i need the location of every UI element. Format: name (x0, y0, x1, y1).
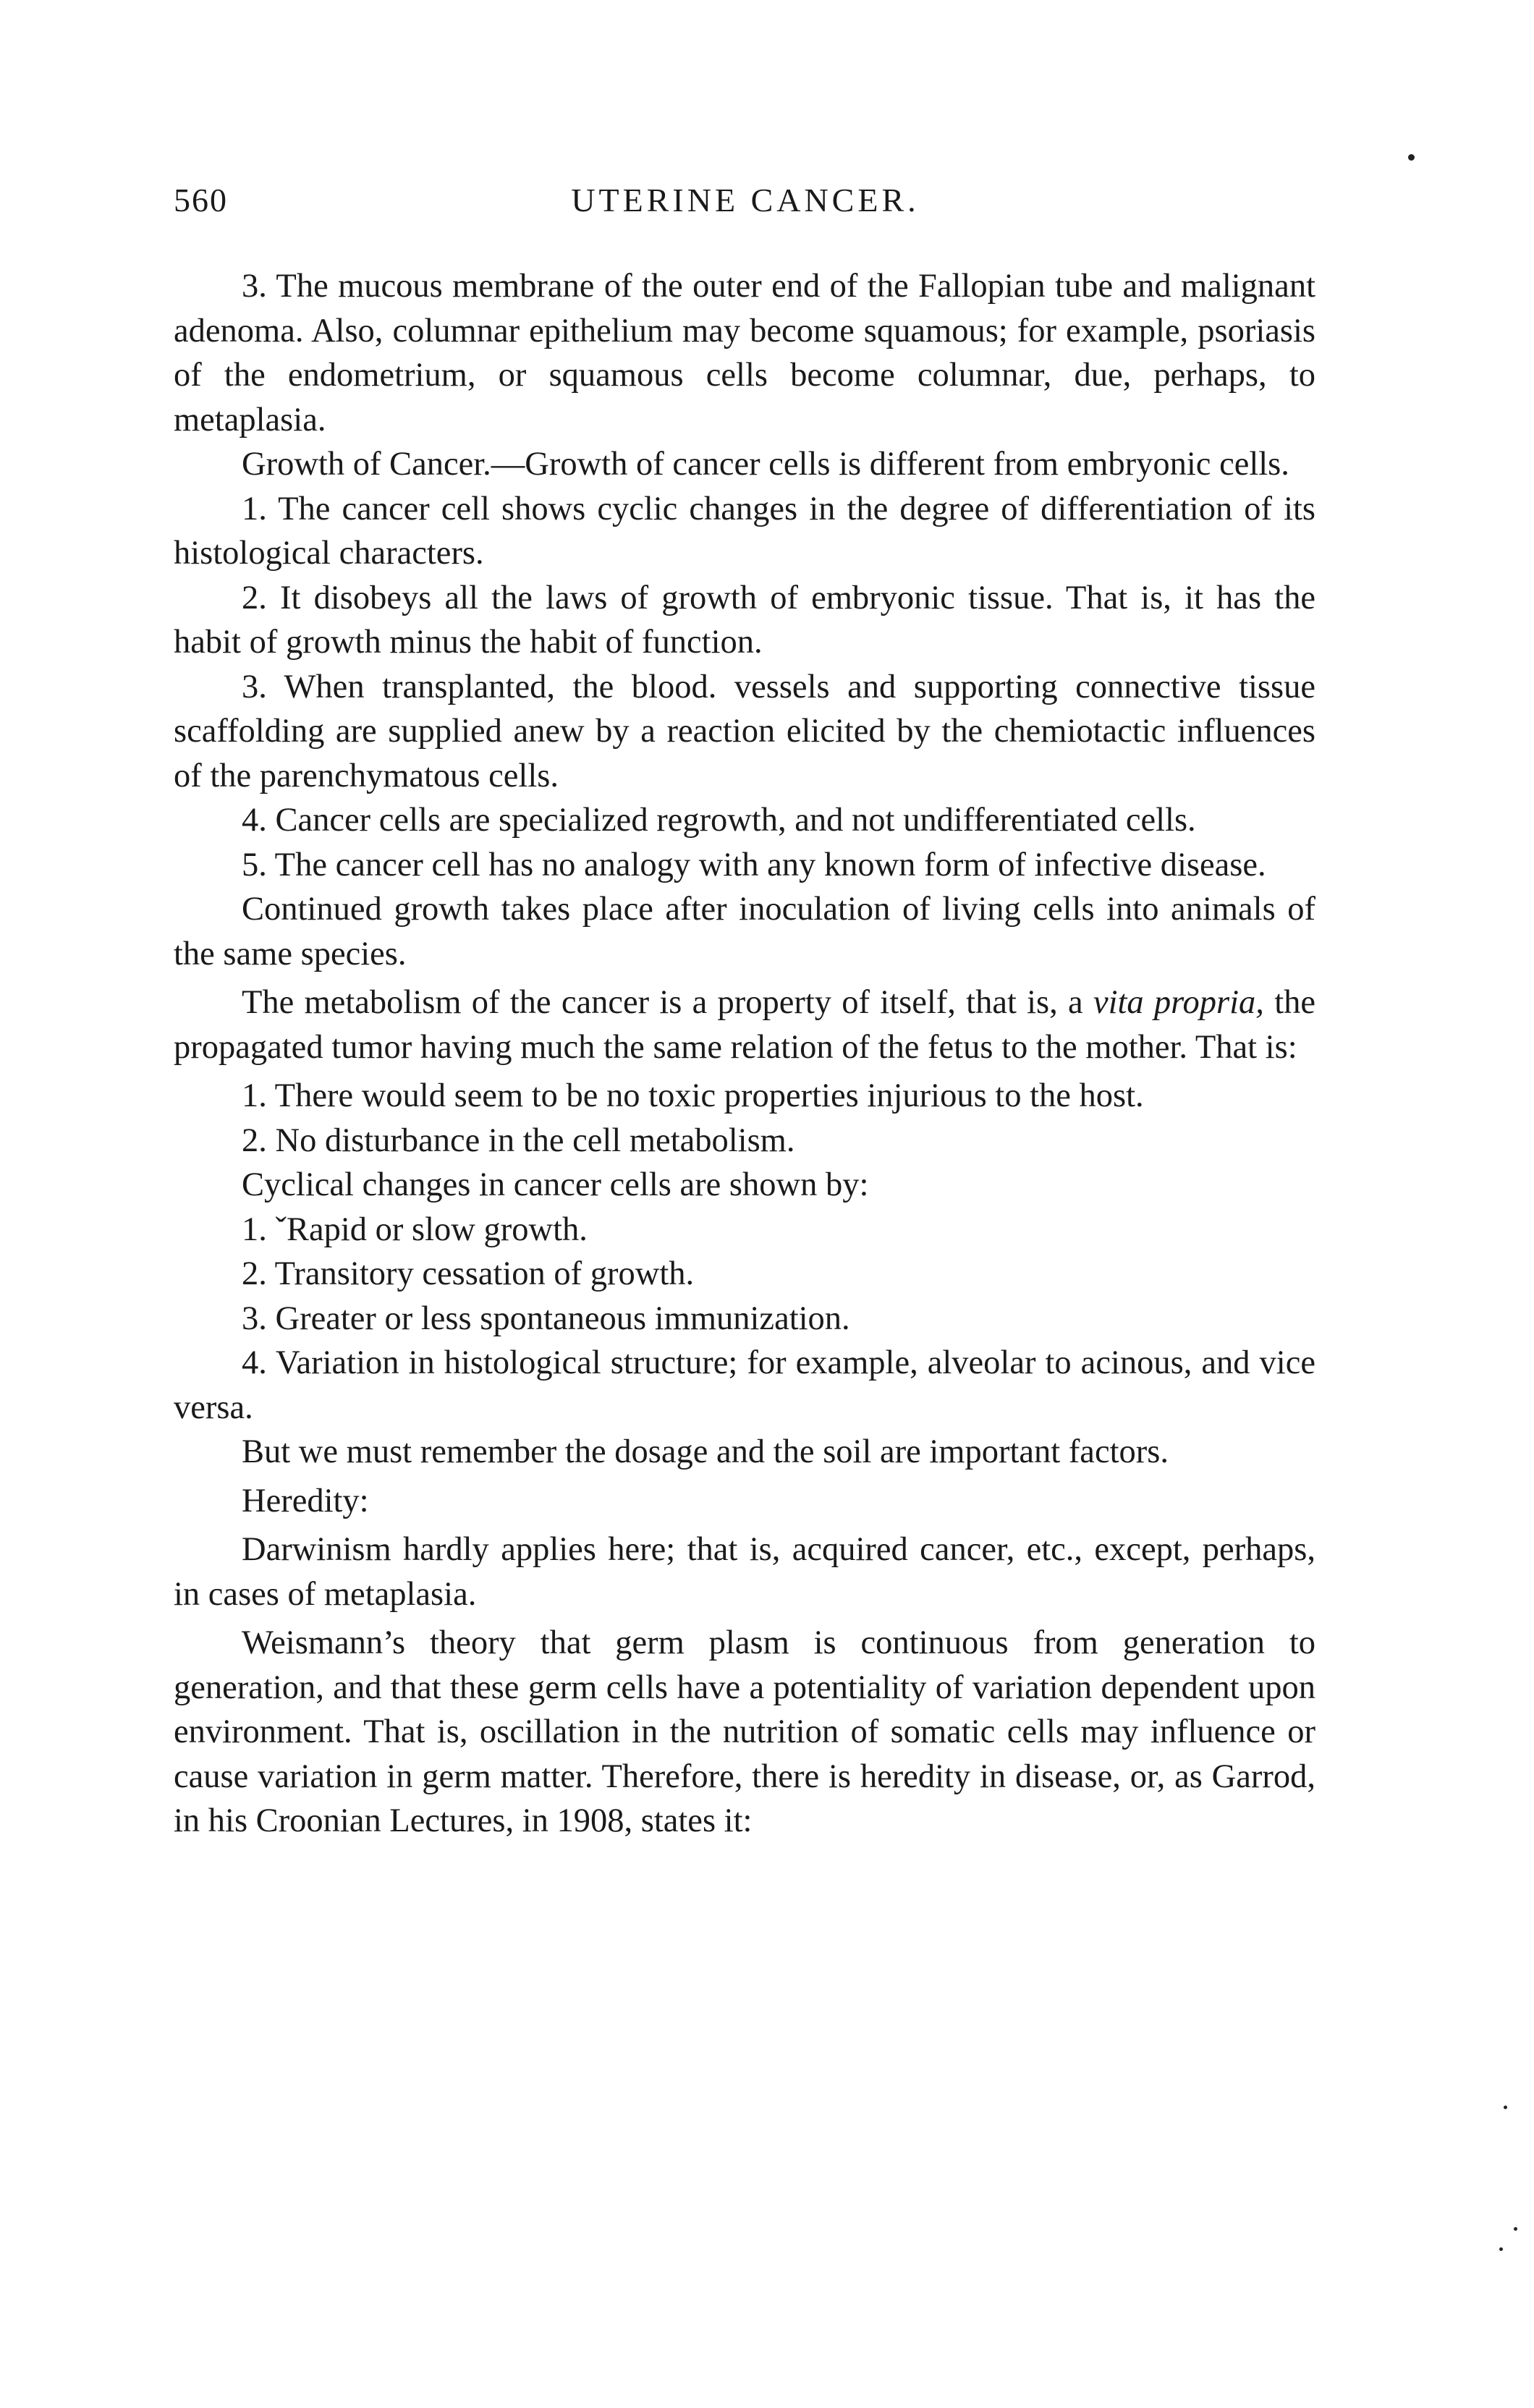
paragraph-transitory-cessation: 2. Transitory cessation of growth. (242, 1255, 695, 1292)
paragraph-cyclical-changes: Cyclical changes in cancer cells are shown by: (242, 1166, 869, 1203)
paragraph-no-disturbance: 2. No disturbance in the cell metabolism. (242, 1122, 795, 1159)
paragraph-item-3: 3. The mucous membrane of the outer end of the Fallopian tube and malignant adenoma. Also, columnar epithelium may become squamous; for example, psoriasis of the endometrium, or squamous cells become columnar, due, perhaps, to metaplasia. (174, 268, 1315, 438)
paragraph-continued-growth: Continued growth takes place after inoculation of living cells into animals of the same species. (174, 891, 1315, 972)
paragraph-item-1: 1. The cancer cell shows cyclic changes in the degree of differentiation of its histological characters. (174, 490, 1315, 572)
ink-speck (1408, 154, 1415, 161)
paragraph-dosage-and-soil: But we must remember the dosage and the soil are important factors. (242, 1433, 1169, 1470)
paragraph-variation: 4. Variation in histological structure; for example, alveolar to acinous, and vice versa. (174, 1344, 1315, 1426)
page-header (174, 181, 1317, 232)
paragraph-item-3-transplanted: 3. When transplanted, the blood. vessels and supporting connective tissue scaffolding are supplied anew by a reaction elicited by the chemiotactic influences of the parenchymatous cells. (174, 668, 1315, 794)
metabolism-text-before: The metabolism of the cancer is a property of itself, that is, a (242, 984, 1093, 1021)
paragraph-immunization: 3. Greater or less spontaneous immunization. (242, 1300, 850, 1337)
paragraph-item-5: 5. The cancer cell has no analogy with any known form of infective disease. (242, 846, 1266, 883)
paragraph-item-2: 2. It disobeys all the laws of growth of embryonic tissue. That is, it has the habit of growth minus the habit of function. (174, 579, 1315, 661)
metabolism-text-after: the propagated tumor having much the same relation of the fetus to the mother. That is: (174, 984, 1315, 1066)
paragraph-growth-of-cancer: Growth of Cancer.—Growth of cancer cells is different from embryonic cells. (242, 446, 1289, 483)
running-title: UTERINE CANCER. (571, 182, 920, 219)
ink-speck (1504, 2106, 1507, 2109)
body-text (174, 264, 1315, 1844)
page-number: 560 (174, 182, 228, 219)
vita-propria-italic: vita propria, (1093, 984, 1264, 1021)
paragraph-item-4: 4. Cancer cells are specialized regrowth, and not undifferentiated cells. (242, 802, 1196, 839)
paragraph-darwinism: Darwinism hardly applies here; that is, acquired cancer, etc., except, perhaps, in cases of metaplasia. (174, 1531, 1315, 1613)
ink-speck (1514, 2227, 1517, 2231)
paragraph-heredity-heading: Heredity: (242, 1482, 369, 1519)
paragraph-rapid-growth: 1. ˇRapid or slow growth. (242, 1211, 588, 1248)
paragraph-metabolism (174, 980, 1315, 1069)
paragraph-weismann: Weismann’s theory that germ plasm is continuous from generation to generation, and that these germ cells have a potentiality of variation dependent upon environment. That is, oscillation in the nutrition of somatic cells may influence or cause variation in germ matter. Therefore, there is heredity in disease, or, as Garrod, in his Croonian Lectures, in 1908, states it: (174, 1624, 1315, 1839)
ink-speck (1499, 2247, 1503, 2251)
paragraph-toxic-properties: 1. There would seem to be no toxic properties injurious to the host. (242, 1077, 1144, 1114)
